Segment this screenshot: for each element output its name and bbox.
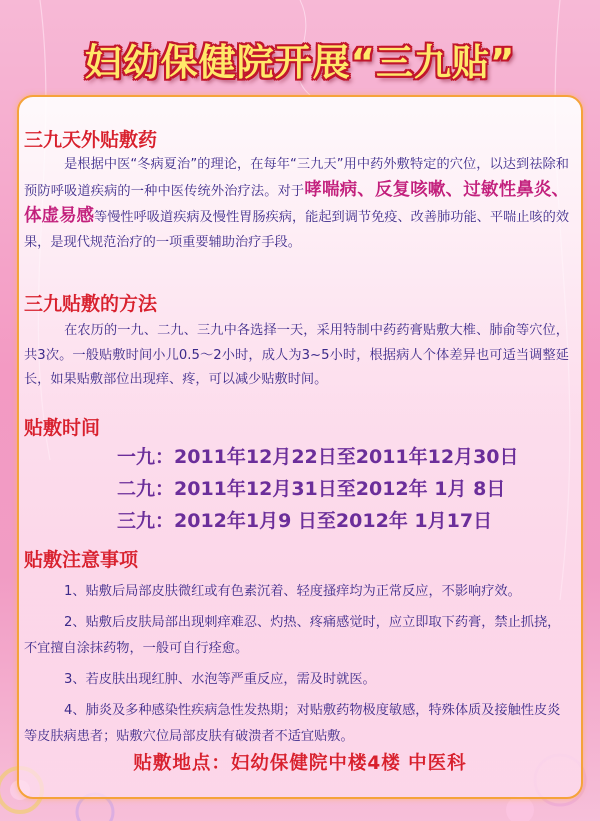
page-title: 妇幼保健院开展“三九贴” (84, 41, 516, 84)
notice-item-1: 1、贴敷后局部皮肤微红或有色素沉着、轻度搔痒均为正常反应，不影响疗效。 (64, 584, 521, 599)
date-line-1: 一九：2011年12月22日至2011年12月30日 (117, 446, 519, 468)
section1-heading: 三九天外贴敷药 (24, 129, 158, 151)
section2-heading: 三九贴敷的方法 (24, 293, 158, 315)
highlight-asthma: 哮喘病 (304, 179, 358, 200)
highlight-rhinitis: 过敏性鼻炎 (463, 179, 552, 200)
section2-paragraph (24, 319, 569, 393)
date-line-2: 二九：2011年12月31日至2012年 1月 8日 (117, 478, 506, 500)
highlight-cough: 反复咳嗽 (374, 179, 446, 200)
section3-heading: 贴敷时间 (24, 417, 101, 439)
section1-text-b: 等慢性呼吸道疾病及慢性胃肠疾病，能起到调节免疫、改善肺功能、平喘止咳的效果，是现代规范治疗的一项重要辅助治疗手段。 (24, 210, 570, 250)
section1-text-a: 是根据中医“冬病夏治”的理论，在每年“三九天”用中药外敷特定的穴位，以达到祛除和预防呼吸道疾病的一种中医传统外治疗法。对于 (24, 157, 569, 199)
section4-heading: 贴敷注意事项 (24, 549, 139, 571)
location-footer: 贴敷地点：妇幼保健院中楼4楼 中医科 (133, 753, 467, 774)
date-line-3: 三九：2012年1月9 日至2012年 1月17日 (117, 510, 493, 532)
highlight-weak-immunity: 体虚易感 (24, 206, 95, 226)
section1-paragraph: 是根据中医“冬病夏治”的理论，在每年“三九天”用中药外敷特定的穴位，以达到祛除和预防呼吸道疾病的一种中医传统外治疗法。对于哮喘病、反复咳嗽、过敏性鼻炎、体虚易感等慢性呼吸道疾病及慢性胃肠疾病，能起到调节免疫、改善肺功能、平喘止咳的效果，是现代规范治疗的一项重要辅助治疗手段。 (24, 157, 570, 250)
section2-text: 在农历的一九、二九、三九中各选择一天，采用特制中药药膏贴敷大椎、肺俞等穴位，共3次。一般贴敷时间小儿0.5～2小时，成人为3~5小时，根据病人个体差异也可适当调整延长，如果贴敷部位出现痒、疼，可以减少贴敷时间。 (24, 323, 569, 387)
content-panel (17, 95, 583, 799)
notice-item-3: 3、若皮肤出现红肿、水泡等严重反应，需及时就医。 (64, 672, 376, 687)
notice-item-4: 4、肺炎及多种感染性疾病急性发热期；对贴敷药物极度敏感，特殊体质及接触性皮炎等皮肤病患者；贴敷穴位局部皮肤有破溃者不适宜贴敷。 (24, 703, 561, 744)
notice-list (24, 579, 569, 750)
notice-item-2: 2、贴敷后皮肤局部出现刺痒难忍、灼热、疼痛感觉时，应立即取下药膏，禁止抓挠，不宜擅自涂抹药物，一般可自行痊愈。 (24, 615, 561, 656)
